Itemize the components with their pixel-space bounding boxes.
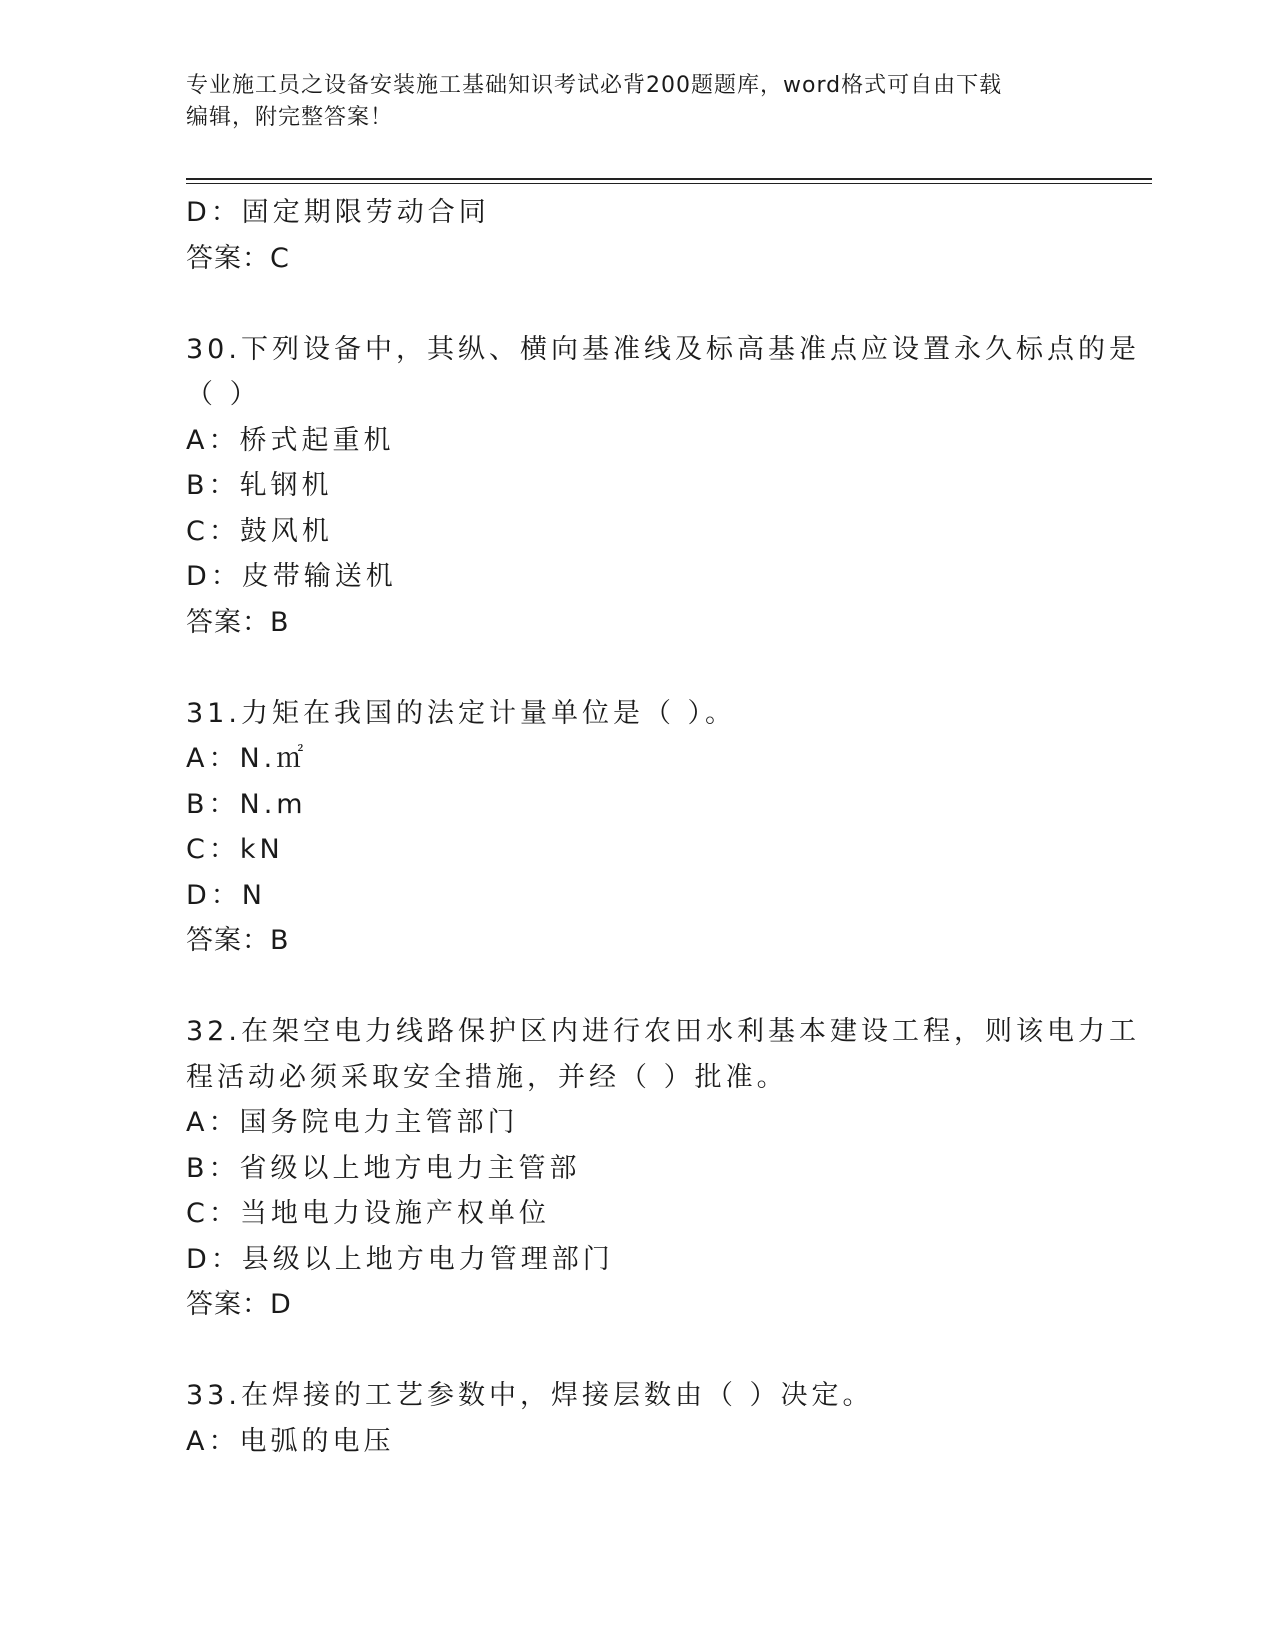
question-stem: 30.下列设备中，其纵、横向基准线及标高基准点应设置永久标点的是 [186,333,1140,365]
option-d: D：皮带输送机 [186,561,397,592]
previous-question-tail [186,190,1086,281]
question-stem-continued: 程活动必须采取安全措施，并经（ ）批准。 [186,1061,788,1093]
answer-line: 答案：B [186,925,290,956]
document-header [186,70,1086,134]
option-a: A：电弧的电压 [186,1425,395,1457]
option-b: B：N.m [186,788,307,820]
option-a: A：N.㎡ [186,743,308,774]
question-33 [186,1373,1086,1464]
question-stem: 32.在架空电力线路保护区内进行农田水利基本建设工程，则该电力工 [186,1016,1140,1047]
option-b: B：省级以上地方电力主管部 [186,1152,581,1184]
header-title-line-2: 编辑，附完整答案！ [186,105,394,130]
option-c: C：鼓风机 [186,515,333,547]
option-a: A：桥式起重机 [186,424,395,456]
question-stem: 33.在焊接的工艺参数中，焊接层数由（ ）决定。 [186,1380,874,1411]
option-c: C：kN [186,834,284,865]
question-stem: 31.力矩在我国的法定计量单位是（ ）。 [186,697,737,729]
option-d: D：N [186,879,266,911]
option-d: D：固定期限劳动合同 [186,197,490,228]
answer-line: 答案：C [186,242,290,274]
header-divider-thin [186,183,1152,184]
question-stem-continued: （ ） [186,379,261,410]
question-31 [186,691,1086,964]
question-list [186,190,1140,1464]
option-a: A：国务院电力主管部门 [186,1107,519,1138]
question-30 [186,327,1140,646]
option-c: C：当地电力设施产权单位 [186,1198,550,1229]
header-title-line-1: 专业施工员之设备安装施工基础知识考试必背200题题库，word格式可自由下载 [186,73,1003,98]
option-b: B：轧钢机 [186,470,333,501]
option-d: D：县级以上地方电力管理部门 [186,1243,614,1275]
answer-line: 答案：B [186,606,290,638]
answer-line: 答案：D [186,1289,292,1320]
header-divider-thick [186,178,1152,180]
question-32 [186,1009,1140,1328]
